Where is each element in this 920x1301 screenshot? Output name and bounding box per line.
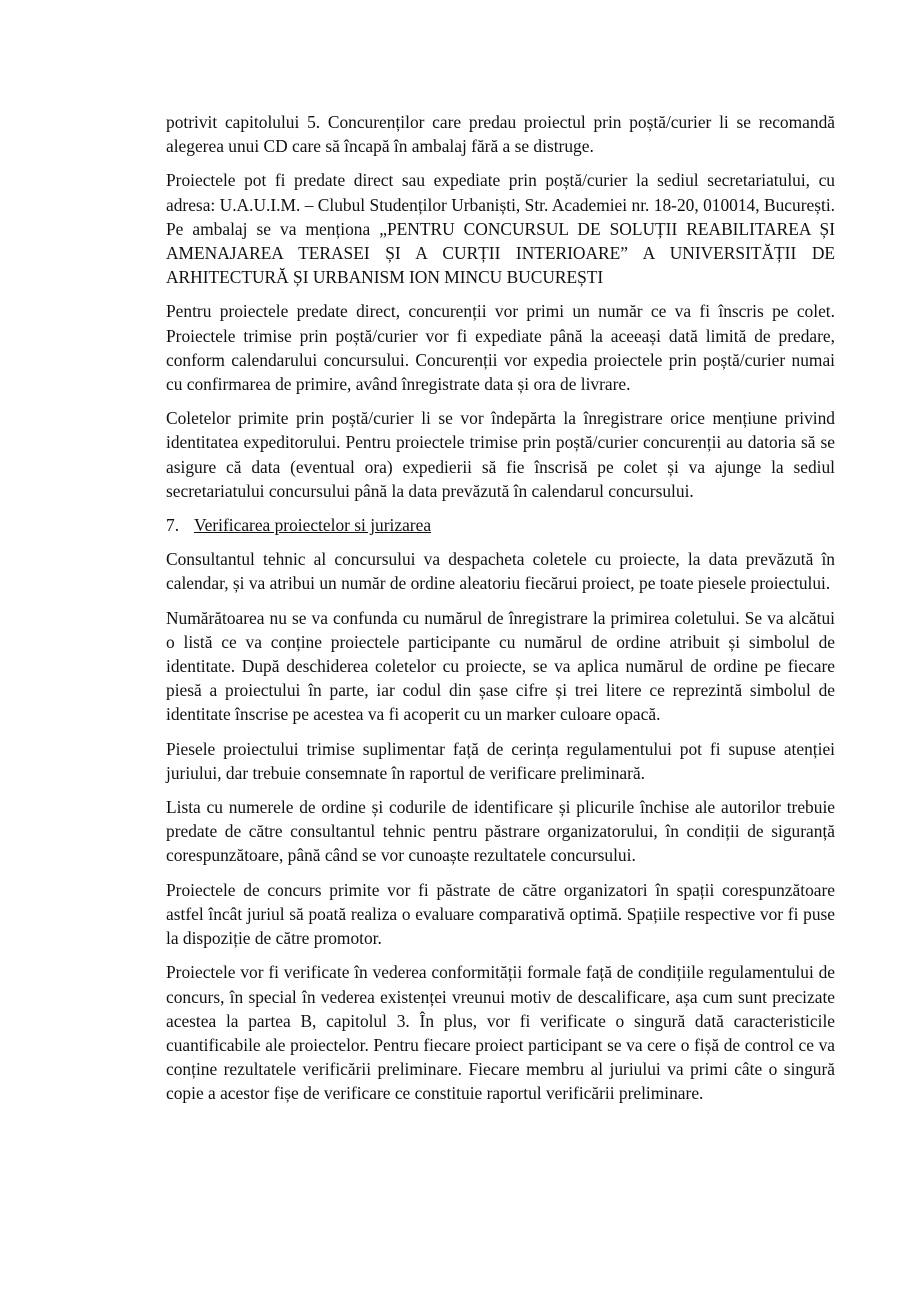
section-heading: [166, 513, 835, 537]
section-number: 7.: [166, 515, 180, 536]
paragraph-storage: Proiectele de concurs primite vor fi păstrate de către organizatori în spații corespunzătoare astfel încât juriul să poată realiza o evaluare comparativă optimă. Spațiile respective vor fi puse la dispoziție de către promotor.: [166, 879, 835, 949]
paragraph-direct-delivery: Pentru proiectele predate direct, concurenții vor primi un număr ce va fi înscris pe colet. Proiectele trimise prin poștă/curier vor fi expediate până la aceeași dată limită de predare, conform calendarului concursului. Concurenții vor expedia proiectele prin poștă/curier numai cu confirmarea de primire, având înregistrate data și ora de livrare.: [166, 301, 835, 395]
paragraph-identification-list: Lista cu numerele de ordine și codurile de identificare și plicurile închise ale autorilor trebuie predate de către consultantul tehnic pentru păstrare organizatorului, în condiții de siguranță corespunzătoare, până când se vor cunoaște rezultatele concursului.: [166, 797, 835, 866]
paragraph-unpacking: Consultantul tehnic al concursului va despacheta coletele cu proiecte, la data prevăzută în calendar, și va atribui un număr de ordine aleatoriu fiecărui proiect, pe toate piesele proiectului.: [166, 549, 835, 594]
paragraph-parcel-anonymity: Coletelor primite prin poștă/curier li se vor îndepărta la înregistrare orice mențiune privind identitatea expeditorului. Pentru proiectele trimise prin poștă/curier concurenții au datoria să se asigure că data (eventual ora) expedierii să fie înscrisă pe colet și va ajunge la sediul secretariatului concursului până la data prevăzută în calendarul concursului.: [166, 408, 835, 501]
paragraph-submission-cd: potrivit capitolului 5. Concurenților care predau proiectul prin poștă/curier li se recomandă alegerea unui CD care să încapă în ambalaj fără a se distruge.: [166, 112, 835, 157]
paragraph-submission-address: Proiectele pot fi predate direct sau expediate prin poștă/curier la sediul secretariatului, cu adresa: U.A.U.I.M. – Clubul Studenților Urbaniști, Str. Academiei nr. 18-20, 010014, București. Pe ambalaj se va menționa „PENTRU CONCURSUL DE SOLUȚII REABILITAREA ȘI AMENAJAREA TERASEI ȘI A CURȚII INTERIOARE” A UNIVERSITĂȚII DE ARHITECTURĂ ȘI URBANISM ION MINCU BUCUREȘTI: [166, 170, 835, 288]
paragraph-verification: Proiectele vor fi verificate în vederea conformității formale față de condițiile regulamentului de concurs, în special în vederea existenței vreunui motiv de descalificare, așa cum sunt precizate acestea la partea B, capitolul 3. În plus, vor fi verificate o singură dată caracteristicile cuantificabile ale proiectelor. Pentru fiecare proiect participant se va cere o fișă de control ce va conține rezultatele verificării preliminare. Fiecare membru al juriului va primi câte o singură copie a acestor fișe de verificare ce constituie raportul verificării preliminare.: [166, 962, 835, 1104]
paragraph-numbering: Numărătoarea nu se va confunda cu numărul de înregistrare la primirea coletului. Se va alcătui o listă ce va conține proiectele participante cu numărul de ordine atribuit și simbolul de identitate. După deschiderea coletelor cu proiecte, se va aplica numărul de ordine pe fiecare piesă a proiectului în parte, iar codul din șase cifre și trei litere ce reprezintă simbolul de identitate înscrise pe acestea va fi acoperit cu un marker culoare opacă.: [166, 607, 835, 725]
section-title: Verificarea proiectelor si jurizarea: [194, 515, 432, 536]
document-page: [166, 110, 835, 1116]
paragraph-extra-pieces: Piesele proiectului trimise suplimentar față de cerința regulamentului pot fi supuse atenției juriului, dar trebuie consemnate în raportul de verificare preliminară.: [166, 738, 835, 783]
